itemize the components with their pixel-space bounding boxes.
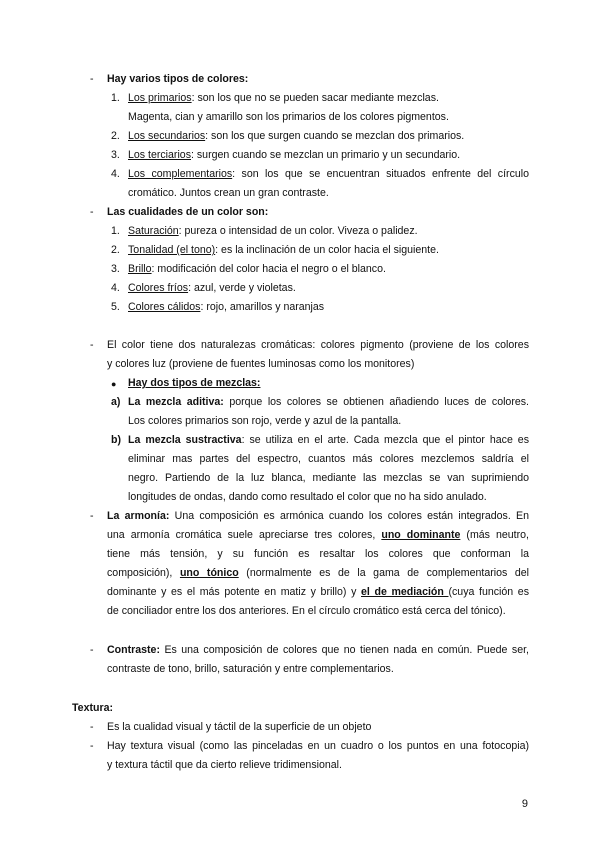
contraste-l1: Contraste: Es una composición de colores que no tienen nada en común. Puede ser, [107,644,529,656]
list-dash: - [90,510,94,522]
mezcla-sustractiva-l4: longitudes de ondas, dando como resultado el color que no ha sido anulado. [128,491,487,503]
section-title-cualidades: Las cualidades de un color son: [107,206,269,218]
list-number: 1. [111,92,120,104]
list-item-tonalidad: Tonalidad (el tono): es la inclinación de un color hacia el siguiente. [128,244,439,256]
contraste-l2: contraste de tono, brillo, saturación y entre complementarios. [107,663,394,675]
armonia-l3: tiene más tensión, y su función es resaltar los colores que conforman la [107,548,529,560]
armonia-l6: de conciliador entre los dos anteriores. En el círculo cromático está cerca del tónico). [107,605,506,617]
list-item-secundarios: Los secundarios: son los que surgen cuando se mezclan dos primarios. [128,130,465,142]
textura-item2: Hay textura visual (como las pinceladas en un cuadro o los puntos en una fotocopia) [107,740,529,752]
list-item-primarios-cont: Magenta, cian y amarillo son los primarios de los colores pigmentos. [128,111,449,123]
list-item-primarios: Los primarios: son los que no se pueden sacar mediante mezclas. [128,92,439,104]
mezcla-aditiva: La mezcla aditiva: porque los colores se obtienen añadiendo luces de colores. [128,396,529,408]
mezcla-aditiva-cont: Los colores primarios son rojo, verde y azul de la pantalla. [128,415,402,427]
armonia-l2: una armonía cromática suele apreciarse tres colores, uno dominante (más neutro, [107,529,529,541]
mezcla-sustractiva: La mezcla sustractiva: se utiliza en el arte. Cada mezcla que el pintor hace es [128,434,529,446]
naturalezas-line1: El color tiene dos naturalezas cromáticas: colores pigmento (proviene de los colores [107,339,529,351]
list-number: 2. [111,130,120,142]
list-item-brillo: Brillo: modificación del color hacia el negro o el blanco. [128,263,386,275]
armonia-l5: dominante y es el más potente en matiz y brillo) y el de mediación (cuya función es [107,586,529,598]
list-dash: - [90,206,94,218]
textura-item2-cont: y textura táctil que da cierto relieve tridimensional. [107,759,342,771]
page-number: 9 [521,798,528,810]
list-dash: - [90,339,94,351]
list-item-terciarios: Los terciarios: surgen cuando se mezclan un primario y un secundario. [128,149,461,161]
list-number: 1. [111,225,120,237]
list-number: 5. [111,301,120,313]
list-letter: a) [111,396,121,408]
armonia-l1: La armonía: Una composición es armónica cuando los colores están integrados. En [107,510,530,522]
list-item-complementarios: Los complementarios: son los que se encuentran situados enfrente del círculo [128,168,530,180]
textura-item1: Es la cualidad visual y táctil de la superficie de un objeto [107,721,372,733]
list-number: 2. [111,244,120,256]
list-dash: - [90,644,94,656]
list-item-calidos: Colores cálidos: rojo, amarillos y naranjas [128,301,325,313]
list-number: 4. [111,168,120,180]
naturalezas-line2: y colores luz (proviene de fuentes luminosas como los monitores) [107,358,415,370]
list-letter: b) [111,434,121,446]
section-title-colores: Hay varios tipos de colores: [107,73,249,85]
list-number: 4. [111,282,120,294]
list-item-saturacion: Saturación: pureza o intensidad de un color. Viveza o palidez. [128,225,418,237]
list-dash: - [90,740,94,752]
list-item-complementarios-cont: cromático. Juntos crean un gran contraste. [128,187,329,199]
list-number: 3. [111,149,120,161]
mezcla-sustractiva-l2: eliminar mas partes del espectro, cuantos más colores mezclemos saldría el [128,453,529,465]
bullet-dot: ● [111,379,117,389]
list-number: 3. [111,263,120,275]
armonia-l4: composición), uno tónico (normalmente es de la gama de complementarios del [107,567,530,579]
list-dash: - [90,73,94,85]
textura-heading: Textura: [72,702,114,714]
list-item-frios: Colores fríos: azul, verde y violetas. [128,282,296,294]
list-dash: - [90,721,94,733]
mezcla-sustractiva-l3: negro. Partiendo de la luz blanca, mediante las mezclas se van suprimiendo [128,472,529,484]
mezclas-title: Hay dos tipos de mezclas: [128,377,261,389]
